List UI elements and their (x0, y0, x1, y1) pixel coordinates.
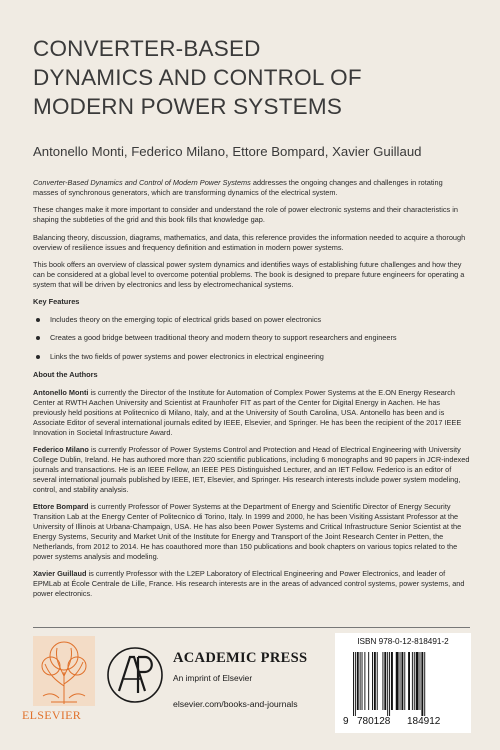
key-features-heading: Key Features (33, 297, 80, 307)
author-bio-name: Xavier Guillaud (33, 569, 87, 579)
barcode-bar (420, 652, 421, 710)
about-authors-heading: About the Authors (33, 370, 98, 380)
title-line-3: MODERN POWER SYSTEMS (33, 94, 343, 119)
barcode-bar (400, 652, 401, 710)
author-bio (33, 445, 470, 495)
barcode-bar (401, 652, 403, 710)
barcode-bar (357, 652, 359, 710)
author-bio-text: is currently Professor of Power Systems at the Department of Energy and Scientific Director of Energy Security Transition Lab at the Energy Center of Politecnico di Torino, Italy. In 1999 and 2000, he has been Visiting Assistant Professor at the University of Illinois at Urbana-Champaign, USA. He has also been Power Systems and Critical Infrastructure Senior Scientist at the Energy Systems, Security and Market Unit of the Institute for Energy and Transport of the Joint Research Center in Petten, the Netherlands, from 2012 to 2014. He has coauthored more than 150 publications and book chapters on various topics related to the power systems analysis and modeling. (33, 502, 462, 561)
barcode-bar (364, 652, 365, 710)
barcode-bar (382, 652, 383, 710)
intro-paragraph-1 (33, 178, 470, 198)
barcode-digits: 780128 (357, 716, 391, 727)
barcode-bar (374, 652, 376, 710)
barcode-bar (396, 652, 399, 710)
barcode-digits: 184912 (407, 716, 441, 727)
author-bio-name: Ettore Bompard (33, 502, 89, 512)
intro-p1-text: addresses the ongoing changes and challenges in rotating masses of synchronous generators, which are transforming dynamics of the electrical system. (33, 178, 443, 197)
intro-paragraph-3: Balancing theory, discussion, diagrams, mathematics, and data, this reference provides the information needed to acquire a thorough overview of resilience issues and frequency definition and estimation in modern power systems. (33, 232, 466, 252)
barcode-bar (355, 652, 356, 716)
author-bio (33, 502, 470, 561)
author-bio (33, 388, 470, 438)
barcode-bar (412, 652, 413, 710)
author-bio-text: is currently Professor of Power Systems Control and Protection and Head of Electrical Engineering with University College Dublin, Ireland. He has authored more than 220 scientific publications, including 6 monographs and 90 papers in JCR-indexed journals and transactions. He is an IEEE Fellow, an IEEE PES Distinguished Lecturer, and an IET Fellow. Federico is an editor of several international journals published by IEEE, IET, Elsevier, and Springer. His research interests include power system modeling, control, and stability analysis. (33, 445, 470, 494)
barcode-bar (414, 652, 415, 710)
barcode-bar (387, 652, 388, 716)
author-bio-text: is currently the Director of the Institute for Automation of Complex Power Systems at the E.ON Energy Research Center at RWTH Aachen University and Scientist at Fraunhofer FIT as part of the Center for Digital Energy in Aachen. He has previously held positions at Politecnico di Milano, Italy, and at the University of South Carolina, USA. Antonello has been and is Associate Editor of several international journals edited by IEEE, Elsevier, and Springer. He has been the recipient of the 2017 IEEE Innovation in Societal Infrastructure Award. (33, 388, 462, 437)
academic-press-ap-logo-icon (105, 643, 165, 707)
key-feature-item: Creates a good bridge between traditional theory and modern theory to support researchers and engineers (33, 333, 470, 343)
barcode-bar (377, 652, 378, 710)
barcode-bar (389, 652, 390, 716)
barcode-bar (384, 652, 386, 710)
author-bio-text: is currently Professor with the L2EP Laboratory of Electrical Engineering and Power Electronics, and leader of EPMLab at École Centrale de Lille, France. His research interests are in the areas of advanced control systems, power systems, and power electronics. (33, 569, 465, 598)
isbn-label: ISBN 978-0-12-818491-2 (357, 637, 449, 646)
key-feature-item: Includes theory on the emerging topic of electrical grids based on power electronics (33, 315, 470, 325)
key-feature-item: Links the two fields of power systems and power electronics in electrical engineering (33, 352, 470, 362)
barcode-bar (421, 652, 423, 716)
barcode-bar (362, 652, 363, 710)
barcode-bar (353, 652, 354, 716)
barcode-bar (424, 652, 425, 716)
publisher-website-link[interactable]: elsevier.com/books-and-journals (173, 699, 298, 709)
intro-paragraph-4: This book offers an overview of classical power system dynamics and identifies ways of establishing future challenges and how they can be considered at a global level to overcome potential problems. The book is designed to prepare future engineers for operating a system that will be driven by electronics and less by electromechanical systems. (33, 259, 465, 289)
barcode-bar (408, 652, 410, 710)
barcode-icon (341, 650, 465, 730)
barcode-digits: 9 (343, 716, 349, 727)
elsevier-wordmark: ELSEVIER (22, 708, 82, 722)
divider-line (33, 627, 470, 628)
barcode-bar (416, 652, 419, 710)
book-title-italic: Converter-Based Dynamics and Control of Modern Power Systems (33, 178, 251, 187)
barcode-bar (360, 652, 361, 710)
book-title (33, 34, 473, 121)
barcode-bar (404, 652, 405, 710)
barcode-bar (391, 652, 393, 710)
back-cover-text (33, 178, 470, 606)
academic-press-name: ACADEMIC PRESS (173, 650, 308, 666)
intro-paragraph-2: These changes make it more important to consider and understand the role of power electronic systems and their characteristics in shaping the subtleties of the grid and this book fills that knowledge gap. (33, 205, 458, 225)
title-line-2: DYNAMICS AND CONTROL OF (33, 65, 362, 90)
isbn-barcode (335, 633, 471, 733)
author-bio (33, 569, 470, 599)
author-names: Antonello Monti, Federico Milano, Ettore Bompard, Xavier Guillaud (33, 144, 422, 159)
title-line-1: CONVERTER-BASED (33, 36, 261, 61)
author-bio-name: Federico Milano (33, 445, 89, 455)
barcode-bar (372, 652, 373, 710)
author-bio-name: Antonello Monti (33, 388, 89, 398)
barcode-bar (368, 652, 369, 710)
key-features-list (33, 315, 470, 362)
imprint-line: An imprint of Elsevier (173, 673, 253, 683)
